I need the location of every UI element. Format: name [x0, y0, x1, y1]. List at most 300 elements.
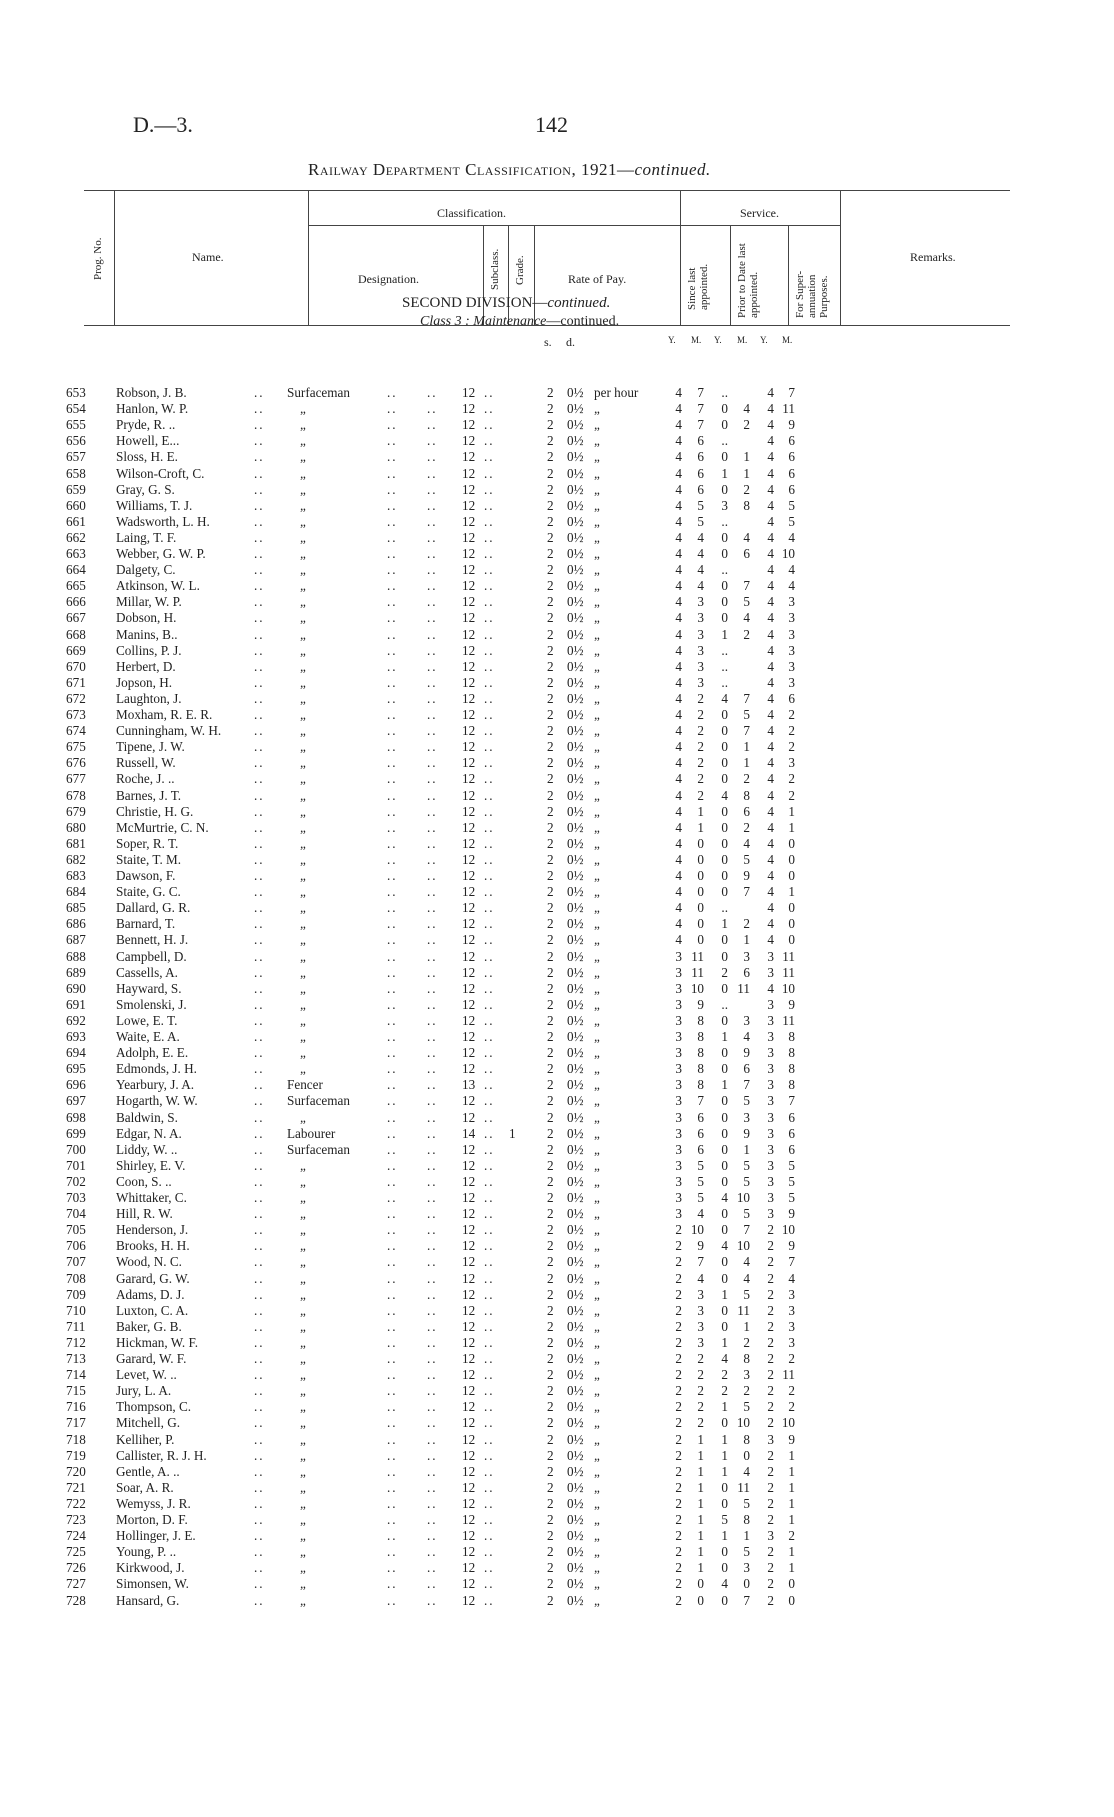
- cell-rate-pence: 0½: [567, 1286, 584, 1302]
- cell-prior-months: 5: [743, 1495, 750, 1511]
- cell-rate-shillings: 2: [547, 1190, 554, 1205]
- cell-prior-years: 4: [721, 690, 728, 706]
- cell-designation: „: [300, 916, 306, 932]
- cell-subclass: 12: [462, 465, 476, 481]
- cell-prog-no: 722: [66, 1495, 86, 1511]
- cell-designation: „: [300, 1528, 306, 1544]
- cell-prior-months: 2: [743, 819, 750, 835]
- cell-rate-unit: „: [594, 1302, 600, 1318]
- leader-dots: ..: [427, 1463, 438, 1479]
- cell-super-years: 3: [767, 1045, 774, 1061]
- cell-prior-years: 0: [721, 1093, 728, 1109]
- cell-subclass: 12: [462, 690, 476, 706]
- cell-prog-no: 708: [66, 1270, 86, 1286]
- leader-dots: ..: [387, 674, 398, 690]
- cell-since-months: 6: [697, 433, 704, 449]
- leader-dots: ..: [254, 1415, 265, 1431]
- cell-rate-pence: 0½: [567, 1367, 584, 1383]
- cell-since-years: 2: [675, 1495, 682, 1511]
- cell-prog-no: 709: [66, 1286, 86, 1302]
- cell-rate-unit: „: [594, 996, 600, 1012]
- cell-subclass: 12: [462, 787, 476, 803]
- cell-rate-unit: „: [594, 1286, 600, 1302]
- leader-dots: ..: [427, 1029, 438, 1044]
- leader-dots: ..: [484, 1479, 495, 1495]
- cell-name: Howell, E...: [116, 433, 180, 449]
- cell-designation: „: [300, 1399, 306, 1415]
- cell-prior-years: ..: [721, 513, 728, 529]
- cell-super-months: 6: [788, 1141, 795, 1157]
- cell-since-years: 2: [675, 1576, 682, 1592]
- cell-super-years: 3: [767, 1141, 774, 1157]
- cell-designation: „: [300, 1560, 306, 1576]
- cell-rate-shillings: 2: [547, 690, 554, 706]
- cell-subclass: 12: [462, 1383, 476, 1399]
- cell-super-years: 3: [767, 1109, 774, 1125]
- cell-since-years: 3: [675, 1109, 682, 1125]
- cell-subclass: 12: [462, 562, 476, 578]
- cell-since-months: 10: [690, 1222, 704, 1238]
- cell-super-months: 9: [788, 996, 795, 1012]
- cell-since-years: 4: [675, 449, 682, 465]
- leader-dots: ..: [387, 546, 398, 561]
- cell-subclass: 12: [462, 658, 476, 674]
- cell-since-years: 3: [675, 1125, 682, 1141]
- cell-name: Whittaker, C.: [116, 1190, 187, 1205]
- cell-prog-no: 702: [66, 1173, 86, 1189]
- cell-prog-no: 715: [66, 1383, 86, 1399]
- leader-dots: ..: [427, 1592, 438, 1608]
- leader-dots: ..: [254, 1431, 265, 1447]
- cell-prior-years: 0: [721, 594, 728, 610]
- cell-since-years: 4: [675, 674, 682, 690]
- leader-dots: ..: [427, 642, 438, 658]
- leader-dots: ..: [387, 1173, 398, 1189]
- cell-subclass: 12: [462, 996, 476, 1012]
- leader-dots: ..: [254, 594, 265, 610]
- cell-designation: „: [300, 819, 306, 835]
- cell-rate-pence: 0½: [567, 385, 584, 400]
- cell-name: Baldwin, S.: [116, 1109, 178, 1125]
- cell-subclass: 12: [462, 1109, 476, 1125]
- leader-dots: ..: [254, 787, 265, 803]
- cell-rate-pence: 0½: [567, 884, 584, 900]
- cell-subclass: 12: [462, 1238, 476, 1254]
- leader-dots: ..: [484, 1157, 495, 1173]
- cell-rate-shillings: 2: [547, 610, 554, 626]
- cell-prior-months: 4: [743, 401, 750, 417]
- table-row: [0, 562, 1114, 578]
- cell-subclass: 12: [462, 1479, 476, 1495]
- leader-dots: ..: [387, 1206, 398, 1222]
- cell-rate-shillings: 2: [547, 1367, 554, 1383]
- leader-dots: ..: [427, 1302, 438, 1318]
- leader-dots: ..: [484, 433, 495, 449]
- division-italic: continued.: [547, 295, 611, 311]
- leader-dots: ..: [427, 819, 438, 835]
- cell-since-months: 1: [697, 1479, 704, 1495]
- cell-super-months: 2: [788, 787, 795, 803]
- leader-dots: ..: [427, 1479, 438, 1495]
- cell-since-years: 4: [675, 835, 682, 851]
- table-row: [0, 868, 1114, 884]
- leader-dots: ..: [427, 1238, 438, 1254]
- col-classification: Classification.: [437, 206, 506, 220]
- cell-rate-shillings: 2: [547, 1576, 554, 1592]
- leader-dots: ..: [427, 1383, 438, 1399]
- cell-since-months: 8: [697, 1077, 704, 1093]
- cell-designation: „: [300, 594, 306, 610]
- leader-dots: ..: [254, 1238, 265, 1254]
- leader-dots: ..: [387, 1222, 398, 1238]
- cell-super-years: 2: [767, 1560, 774, 1576]
- table-row: [0, 755, 1114, 771]
- cell-super-months: 6: [788, 1109, 795, 1125]
- cell-designation: „: [300, 1045, 306, 1061]
- cell-name: Cunningham, W. H.: [116, 723, 222, 739]
- cell-super-months: 5: [788, 1190, 795, 1205]
- cell-rate-shillings: 2: [547, 771, 554, 787]
- cell-prog-no: 678: [66, 787, 86, 803]
- leader-dots: ..: [387, 803, 398, 819]
- cell-prog-no: 696: [66, 1077, 86, 1093]
- cell-rate-shillings: 2: [547, 755, 554, 771]
- cell-rate-unit: „: [594, 594, 600, 610]
- leader-dots: ..: [484, 546, 495, 561]
- col-rate: Rate of Pay.: [568, 272, 627, 286]
- cell-prior-months: 7: [743, 1077, 750, 1093]
- cell-super-months: 2: [788, 1383, 795, 1399]
- table-row: [0, 1093, 1114, 1109]
- leader-dots: ..: [387, 1254, 398, 1270]
- leader-dots: ..: [427, 964, 438, 980]
- leader-dots: ..: [484, 819, 495, 835]
- cell-rate-shillings: 2: [547, 1415, 554, 1431]
- cell-prior-months: 1: [743, 932, 750, 948]
- cell-super-months: 6: [788, 1125, 795, 1141]
- cell-rate-shillings: 2: [547, 562, 554, 578]
- cell-name: Russell, W.: [116, 755, 176, 771]
- cell-rate-shillings: 2: [547, 1528, 554, 1544]
- leader-dots: ..: [254, 819, 265, 835]
- cell-super-months: 10: [781, 980, 795, 996]
- cell-rate-unit: „: [594, 1045, 600, 1061]
- leader-dots: ..: [254, 1447, 265, 1463]
- cell-prog-no: 692: [66, 1012, 86, 1028]
- leader-dots: ..: [484, 803, 495, 819]
- leader-dots: ..: [254, 996, 265, 1012]
- col-subclass: Subclass.: [489, 248, 501, 290]
- leader-dots: ..: [254, 964, 265, 980]
- cell-super-years: 4: [767, 707, 774, 722]
- leader-dots: ..: [387, 1351, 398, 1366]
- cell-name: Collins, P. J.: [116, 642, 182, 658]
- leader-dots: ..: [387, 851, 398, 867]
- cell-name: Staite, T. M.: [116, 851, 182, 867]
- cell-since-years: 4: [675, 497, 682, 513]
- cell-rate-unit: „: [594, 1334, 600, 1350]
- cell-rate-pence: 0½: [567, 1222, 584, 1238]
- cell-prior-years: 1: [721, 1286, 728, 1302]
- cell-designation: Surfaceman: [287, 1093, 350, 1109]
- cell-since-months: 0: [697, 932, 704, 948]
- cell-since-years: 4: [675, 658, 682, 674]
- leader-dots: ..: [427, 1544, 438, 1560]
- cell-name: Edmonds, J. H.: [116, 1061, 197, 1077]
- cell-designation: „: [300, 1029, 306, 1044]
- leader-dots: ..: [387, 417, 398, 433]
- cell-rate-shillings: 2: [547, 1109, 554, 1125]
- cell-rate-shillings: 2: [547, 1206, 554, 1222]
- cell-subclass: 12: [462, 1576, 476, 1592]
- table-row: [0, 965, 1114, 981]
- cell-prior-months: 10: [736, 1415, 750, 1431]
- cell-super-years: 3: [767, 1093, 774, 1109]
- cell-rate-pence: 0½: [567, 513, 584, 529]
- cell-since-years: 4: [675, 900, 682, 916]
- leader-dots: ..: [427, 1190, 438, 1205]
- cell-prior-months: 8: [743, 1512, 750, 1527]
- cell-prog-no: 713: [66, 1351, 86, 1366]
- cell-rate-pence: 0½: [567, 1141, 584, 1157]
- leader-dots: ..: [254, 1367, 265, 1383]
- table-row: [0, 1238, 1114, 1254]
- leader-dots: ..: [387, 1029, 398, 1044]
- cell-super-months: 11: [782, 964, 795, 980]
- leader-dots: ..: [254, 1109, 265, 1125]
- cell-rate-unit: „: [594, 1238, 600, 1254]
- cell-super-years: 2: [767, 1592, 774, 1608]
- leader-dots: ..: [387, 980, 398, 996]
- cell-rate-shillings: 2: [547, 1173, 554, 1189]
- cell-designation: „: [300, 851, 306, 867]
- table-row: [0, 1077, 1114, 1093]
- cell-rate-shillings: 2: [547, 1061, 554, 1077]
- cell-rate-shillings: 2: [547, 1077, 554, 1093]
- cell-grade: 1: [509, 1125, 516, 1141]
- leader-dots: ..: [427, 1415, 438, 1431]
- leader-dots: ..: [484, 1061, 495, 1077]
- cell-prior-years: 0: [721, 578, 728, 594]
- cell-designation: „: [300, 900, 306, 916]
- cell-since-months: 4: [697, 562, 704, 578]
- cell-rate-shillings: 2: [547, 723, 554, 739]
- cell-prog-no: 675: [66, 739, 86, 755]
- cell-super-months: 0: [788, 835, 795, 851]
- cell-since-months: 7: [697, 401, 704, 417]
- cell-prior-months: 1: [743, 1318, 750, 1334]
- leader-dots: ..: [427, 1141, 438, 1157]
- cell-super-months: 2: [788, 707, 795, 722]
- leader-dots: ..: [254, 739, 265, 755]
- col-prior-to: Prior to Date last appointed.: [736, 243, 760, 318]
- cell-since-years: 4: [675, 819, 682, 835]
- cell-super-years: 3: [767, 1157, 774, 1173]
- cell-subclass: 12: [462, 401, 476, 417]
- cell-super-years: 2: [767, 1318, 774, 1334]
- cell-super-months: 3: [788, 610, 795, 626]
- cell-since-months: 5: [697, 497, 704, 513]
- cell-super-years: 4: [767, 417, 774, 433]
- cell-subclass: 12: [462, 1286, 476, 1302]
- leader-dots: ..: [484, 707, 495, 722]
- cell-subclass: 12: [462, 739, 476, 755]
- cell-subclass: 12: [462, 1012, 476, 1028]
- cell-name: Adams, D. J.: [116, 1286, 185, 1302]
- table-row: [0, 1432, 1114, 1448]
- cell-super-months: 6: [788, 433, 795, 449]
- cell-designation: „: [300, 690, 306, 706]
- cell-rate-pence: 0½: [567, 755, 584, 771]
- cell-rate-shillings: 2: [547, 1012, 554, 1028]
- cell-prior-months: 4: [743, 610, 750, 626]
- cell-prior-months: 4: [743, 1463, 750, 1479]
- cell-super-years: 2: [767, 1222, 774, 1238]
- leader-dots: ..: [254, 1576, 265, 1592]
- cell-super-months: 4: [788, 1270, 795, 1286]
- cell-rate-shillings: 2: [547, 449, 554, 465]
- leader-dots: ..: [427, 1045, 438, 1061]
- table-row: [0, 1013, 1114, 1029]
- cell-name: Atkinson, W. L.: [116, 578, 200, 594]
- leader-dots: ..: [254, 1495, 265, 1511]
- leader-dots: ..: [387, 529, 398, 545]
- cell-prog-no: 727: [66, 1576, 86, 1592]
- leader-dots: ..: [484, 481, 495, 497]
- cell-rate-shillings: 2: [547, 1447, 554, 1463]
- cell-since-years: 3: [675, 1061, 682, 1077]
- cell-prog-no: 705: [66, 1222, 86, 1238]
- leader-dots: ..: [427, 884, 438, 900]
- cell-name: Millar, W. P.: [116, 594, 182, 610]
- cell-rate-shillings: 2: [547, 1318, 554, 1334]
- cell-rate-pence: 0½: [567, 594, 584, 610]
- cell-designation: „: [300, 513, 306, 529]
- cell-prog-no: 686: [66, 916, 86, 932]
- leader-dots: ..: [254, 1512, 265, 1527]
- rule-service: [680, 225, 840, 226]
- cell-rate-pence: 0½: [567, 401, 584, 417]
- cell-super-months: 9: [788, 417, 795, 433]
- cell-prior-months: 9: [743, 868, 750, 883]
- cell-subclass: 12: [462, 642, 476, 658]
- cell-name: Cassells, A.: [116, 964, 178, 980]
- cell-prior-years: 0: [721, 803, 728, 819]
- cell-rate-pence: 0½: [567, 868, 584, 883]
- cell-rate-unit: „: [594, 964, 600, 980]
- cell-rate-pence: 0½: [567, 916, 584, 932]
- leader-dots: ..: [387, 916, 398, 932]
- cell-rate-pence: 0½: [567, 835, 584, 851]
- cell-super-months: 8: [788, 1045, 795, 1061]
- cell-super-months: 8: [788, 1061, 795, 1077]
- cell-super-years: 4: [767, 723, 774, 739]
- cell-rate-unit: „: [594, 819, 600, 835]
- cell-super-months: 3: [788, 594, 795, 610]
- leader-dots: ..: [387, 1141, 398, 1157]
- cell-rate-unit: „: [594, 433, 600, 449]
- cell-since-years: 2: [675, 1367, 682, 1383]
- cell-prior-years: 0: [721, 1206, 728, 1222]
- cell-since-years: 4: [675, 546, 682, 561]
- cell-since-months: 8: [697, 1012, 704, 1028]
- leader-dots: ..: [484, 932, 495, 948]
- cell-super-months: 5: [788, 513, 795, 529]
- cell-super-years: 3: [767, 1431, 774, 1447]
- cell-name: Sloss, H. E.: [116, 449, 178, 465]
- leader-dots: ..: [387, 1125, 398, 1141]
- leader-dots: ..: [387, 755, 398, 771]
- cell-subclass: 12: [462, 1206, 476, 1222]
- leader-dots: ..: [427, 787, 438, 803]
- table-row: [0, 514, 1114, 530]
- cell-rate-unit: „: [594, 787, 600, 803]
- cell-prior-months: 7: [743, 690, 750, 706]
- cell-subclass: 12: [462, 1173, 476, 1189]
- leader-dots: ..: [427, 1560, 438, 1576]
- leader-dots: ..: [427, 513, 438, 529]
- cell-super-months: 11: [782, 401, 795, 417]
- leader-dots: ..: [387, 1270, 398, 1286]
- leader-dots: ..: [484, 1093, 495, 1109]
- cell-rate-pence: 0½: [567, 610, 584, 626]
- cell-name: Hogarth, W. W.: [116, 1093, 198, 1109]
- cell-rate-unit: „: [594, 1125, 600, 1141]
- cell-prior-years: 0: [721, 481, 728, 497]
- table-row: [0, 771, 1114, 787]
- cell-prog-no: 704: [66, 1206, 86, 1222]
- leader-dots: ..: [427, 1206, 438, 1222]
- leader-dots: ..: [387, 610, 398, 626]
- leader-dots: ..: [254, 884, 265, 900]
- cell-super-months: 6: [788, 449, 795, 465]
- table-row: [0, 385, 1114, 401]
- cell-rate-unit: „: [594, 465, 600, 481]
- cell-subclass: 12: [462, 610, 476, 626]
- cell-since-years: 4: [675, 481, 682, 497]
- cell-super-months: 6: [788, 481, 795, 497]
- cell-name: Pryde, R. ..: [116, 417, 176, 433]
- cell-prior-years: 1: [721, 1029, 728, 1044]
- leader-dots: ..: [254, 980, 265, 996]
- leader-dots: ..: [387, 739, 398, 755]
- cell-prior-months: 5: [743, 851, 750, 867]
- cell-super-years: 4: [767, 529, 774, 545]
- cell-name: Soper, R. T.: [116, 835, 179, 851]
- cell-rate-unit: „: [594, 1012, 600, 1028]
- cell-rate-shillings: 2: [547, 1334, 554, 1350]
- cell-prog-no: 658: [66, 465, 86, 481]
- cell-designation: „: [300, 578, 306, 594]
- cell-prog-no: 656: [66, 433, 86, 449]
- leader-dots: ..: [427, 626, 438, 642]
- leader-dots: ..: [387, 401, 398, 417]
- leader-dots: ..: [387, 1286, 398, 1302]
- cell-super-months: 3: [788, 755, 795, 771]
- cell-since-months: 5: [697, 513, 704, 529]
- cell-name: Adolph, E. E.: [116, 1045, 189, 1061]
- cell-prog-no: 721: [66, 1479, 86, 1495]
- cell-rate-shillings: 2: [547, 1463, 554, 1479]
- cell-rate-pence: 0½: [567, 948, 584, 964]
- cell-prior-years: 1: [721, 1077, 728, 1093]
- cell-prior-years: 1: [721, 1447, 728, 1463]
- cell-prior-years: 0: [721, 1125, 728, 1141]
- cell-designation: „: [300, 610, 306, 626]
- cell-rate-pence: 0½: [567, 932, 584, 948]
- cell-rate-unit: „: [594, 1447, 600, 1463]
- cell-super-months: 10: [781, 1222, 795, 1238]
